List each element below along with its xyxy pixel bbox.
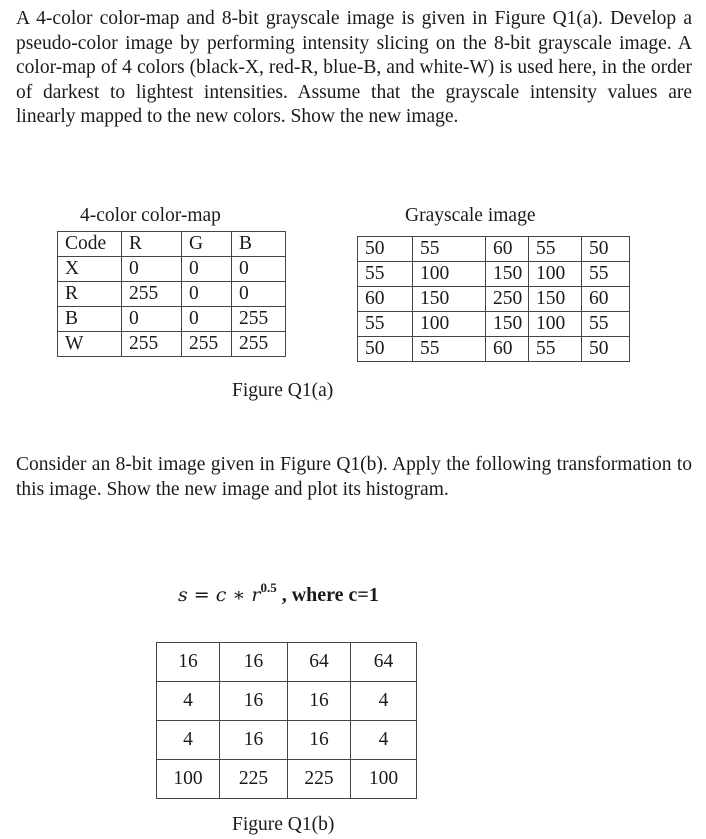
grayscale-row	[358, 237, 630, 262]
image-b-cell: 225	[220, 760, 288, 799]
colormap-row	[58, 282, 286, 307]
transformation-formula	[178, 580, 379, 607]
grayscale-cell: 55	[358, 312, 413, 337]
colormap-row	[58, 257, 286, 282]
grayscale-cell: 100	[529, 312, 582, 337]
colormap-cell: 255	[122, 332, 182, 357]
grayscale-table	[357, 236, 630, 362]
grayscale-cell: 60	[486, 337, 529, 362]
colormap-row	[58, 332, 286, 357]
figure-a-caption: Figure Q1(a)	[232, 380, 334, 401]
image-b-row	[157, 682, 417, 721]
colormap-cell: 0	[182, 282, 232, 307]
image-b-cell: 4	[351, 721, 417, 760]
question-b-text: Consider an 8-bit image given in Figure Q1(b). Apply the following transformation to this image. Show the new image and plot its histogram.	[16, 454, 692, 500]
colormap-cell: 255	[232, 307, 286, 332]
colormap-header-row	[58, 232, 286, 257]
colormap-row	[58, 307, 286, 332]
colormap-cell: 0	[122, 257, 182, 282]
formula-lhs: s = c ∗ r	[178, 584, 261, 606]
image-b-row	[157, 760, 417, 799]
grayscale-cell: 100	[413, 312, 486, 337]
image-b-table	[156, 642, 417, 799]
figure-b-caption: Figure Q1(b)	[232, 814, 335, 835]
colormap-header-cell: G	[182, 232, 232, 257]
colormap-cell: X	[58, 257, 122, 282]
colormap-cell: 0	[122, 307, 182, 332]
grayscale-cell: 50	[358, 337, 413, 362]
colormap-cell: B	[58, 307, 122, 332]
image-b-cell: 16	[288, 721, 351, 760]
colormap-table	[57, 231, 286, 357]
grayscale-row	[358, 262, 630, 287]
grayscale-cell: 55	[529, 237, 582, 262]
colormap-cell: 0	[232, 257, 286, 282]
colormap-cell: W	[58, 332, 122, 357]
grayscale-cell: 150	[486, 262, 529, 287]
image-b-cell: 16	[220, 643, 288, 682]
colormap-title: 4-color color-map	[80, 205, 221, 226]
image-b-cell: 4	[351, 682, 417, 721]
colormap-cell: 255	[232, 332, 286, 357]
grayscale-cell: 55	[582, 262, 630, 287]
grayscale-cell: 60	[582, 287, 630, 312]
grayscale-row	[358, 287, 630, 312]
grayscale-cell: 55	[413, 337, 486, 362]
image-b-cell: 16	[220, 682, 288, 721]
colormap-header-cell: R	[122, 232, 182, 257]
grayscale-cell: 55	[413, 237, 486, 262]
image-b-cell: 16	[157, 643, 220, 682]
grayscale-cell: 55	[582, 312, 630, 337]
image-b-row	[157, 643, 417, 682]
colormap-cell: 0	[182, 307, 232, 332]
grayscale-cell: 55	[358, 262, 413, 287]
image-b-cell: 4	[157, 682, 220, 721]
grayscale-cell: 150	[486, 312, 529, 337]
grayscale-title: Grayscale image	[405, 205, 536, 226]
colormap-cell: 0	[232, 282, 286, 307]
image-b-cell: 64	[351, 643, 417, 682]
colormap-cell: R	[58, 282, 122, 307]
grayscale-cell: 150	[529, 287, 582, 312]
colormap-header-cell: Code	[58, 232, 122, 257]
grayscale-cell: 50	[582, 237, 630, 262]
colormap-header-cell: B	[232, 232, 286, 257]
grayscale-cell: 100	[413, 262, 486, 287]
image-b-cell: 100	[157, 760, 220, 799]
image-b-row	[157, 721, 417, 760]
image-b-cell: 16	[220, 721, 288, 760]
image-b-cell: 64	[288, 643, 351, 682]
grayscale-cell: 55	[529, 337, 582, 362]
question-a-text: A 4-color color-map and 8-bit grayscale image is given in Figure Q1(a). Develop a pseudo-color image by performing intensity slicing on the 8-bit grayscale image. A color-map of 4 colors (black-X, red-R, blue-B, and white-W) is used here, in the order of darkest to lightest intensities. Assume that the grayscale intensity values are linearly mapped to the new colors. Show the new image.	[16, 8, 692, 127]
grayscale-cell: 150	[413, 287, 486, 312]
image-b-cell: 16	[288, 682, 351, 721]
grayscale-row	[358, 312, 630, 337]
colormap-cell: 0	[182, 257, 232, 282]
image-b-cell: 4	[157, 721, 220, 760]
image-b-cell: 100	[351, 760, 417, 799]
grayscale-cell: 60	[486, 237, 529, 262]
grayscale-cell: 50	[582, 337, 630, 362]
formula-exponent: 0.5	[260, 580, 277, 595]
grayscale-cell: 100	[529, 262, 582, 287]
grayscale-cell: 50	[358, 237, 413, 262]
formula-suffix: , where c=1	[276, 584, 379, 606]
grayscale-cell: 250	[486, 287, 529, 312]
grayscale-row	[358, 337, 630, 362]
image-b-cell: 225	[288, 760, 351, 799]
grayscale-cell: 60	[358, 287, 413, 312]
colormap-cell: 255	[122, 282, 182, 307]
colormap-cell: 255	[182, 332, 232, 357]
